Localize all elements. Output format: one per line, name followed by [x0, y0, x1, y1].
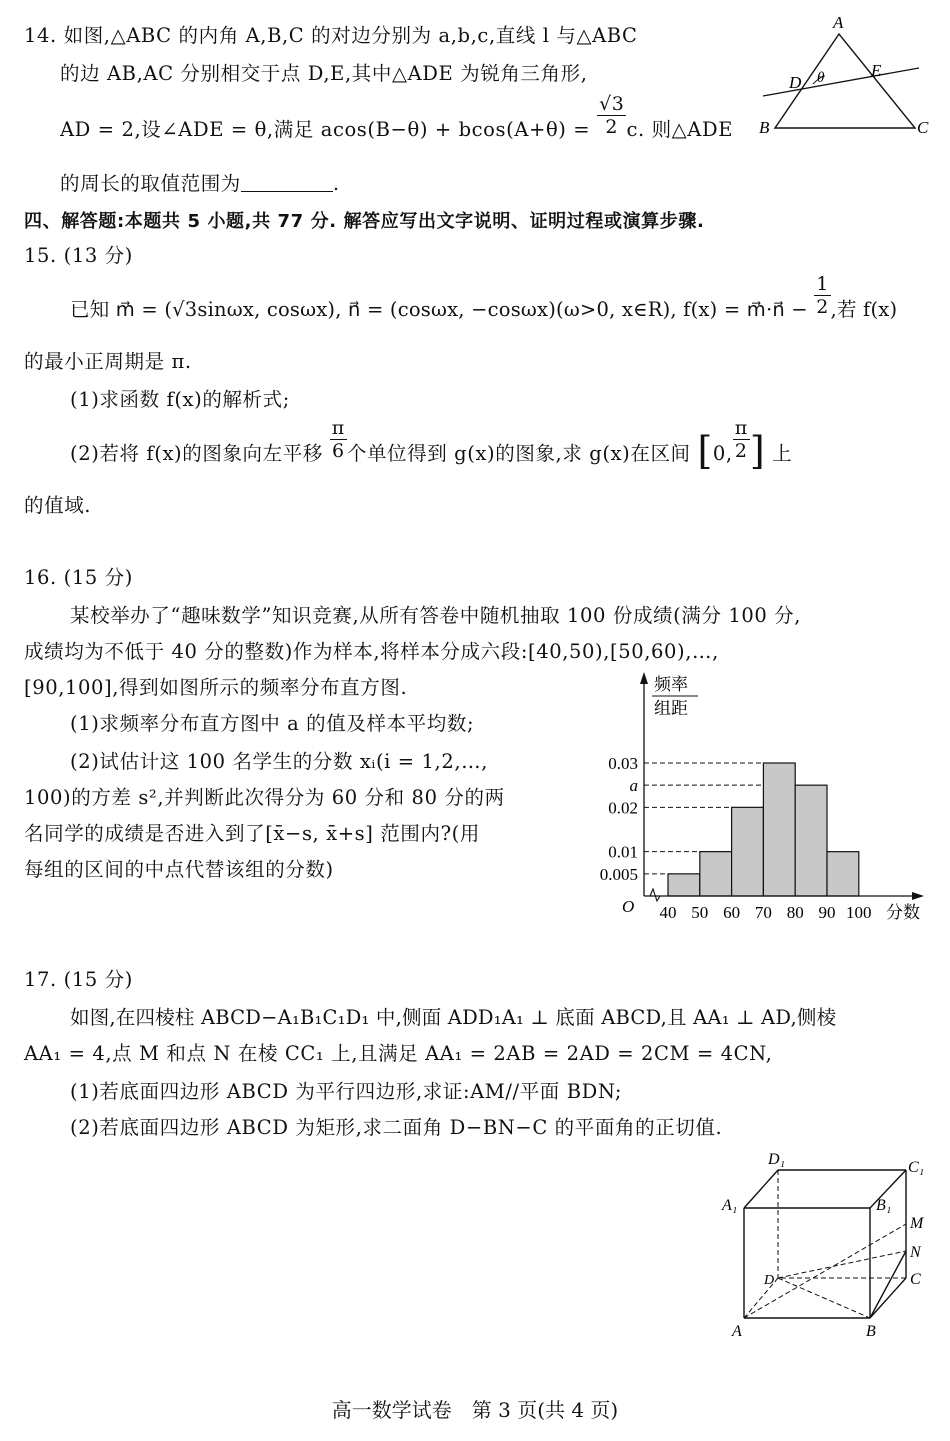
- label-d1: D₁: [768, 1151, 786, 1168]
- frequency-histogram: [586, 668, 936, 930]
- q16-part-1: (1)求频率分布直方图中 a 的值及样本平均数;: [70, 712, 475, 735]
- label-theta: θ: [817, 70, 825, 86]
- q14-line-4: [60, 172, 340, 196]
- q15-pi-over-6: [330, 417, 347, 462]
- xtick-70: 70: [754, 903, 772, 922]
- ytick-0.005: 0.005: [599, 864, 638, 884]
- q16-line-2: 成绩均为不低于 40 分的整数)作为样本,将样本分成六段:[40,50),[50,60),…,: [24, 640, 719, 663]
- y-axis-arrow: [640, 672, 648, 684]
- label-e: E: [871, 61, 882, 80]
- q16-line-1: 某校举办了“趣味数学”知识竞赛,从所有答卷中随机抽取 100 份成绩(满分 100 分,: [70, 604, 802, 627]
- line-l: [763, 68, 919, 96]
- q14-line-2: 的边 AB,AC 分别相交于点 D,E,其中△ADE 为锐角三角形,: [60, 62, 588, 85]
- frac-denominator: 2: [605, 116, 619, 138]
- label-b1: B₁: [876, 1197, 892, 1214]
- label-d: D: [789, 73, 802, 92]
- section-4-title: 四、解答题:本题共 5 小题,共 77 分. 解答应写出文字说明、证明过程或演算步骤.: [24, 211, 705, 232]
- q16-line-3: [90,100],得到如图所示的频率分布直方图.: [24, 676, 408, 699]
- q14-period: .: [332, 172, 340, 195]
- q14-condition-tail: c. 则△ADE: [626, 118, 734, 141]
- q15-line-1-tail: ,若 f(x): [830, 298, 898, 321]
- right-bracket: ]: [749, 428, 766, 473]
- answer-blank[interactable]: [241, 173, 333, 192]
- xtick-80: 80: [786, 903, 804, 922]
- bar-90-100: [827, 852, 859, 896]
- left-bracket: [: [697, 428, 713, 473]
- q16-part-2: (2)试估计这 100 名学生的分数 xᵢ(i = 1,2,…,: [70, 750, 489, 773]
- axis-break-mark: [650, 889, 660, 901]
- q15-line-1: [70, 273, 898, 322]
- q17-line-2: AA₁ = 4,点 M 和点 N 在棱 CC₁ 上,且满足 AA₁ = 2AB = 2AD = 2CM = 4CN,: [24, 1042, 773, 1065]
- label-d: D: [764, 1273, 775, 1288]
- frac-numerator: 1: [816, 273, 829, 295]
- xtick-100: 100: [846, 903, 872, 922]
- bar-50-60: [700, 852, 732, 896]
- q14-triangle-figure: [755, 16, 935, 138]
- bar-70-80: [763, 763, 795, 896]
- label-n: N: [910, 1244, 921, 1261]
- q15-part-2-text: (2)若将 f(x)的图象向左平移: [70, 442, 323, 465]
- q14-condition-text: AD = 2,设∠ADE = θ,满足 acos(B−θ) + bcos(A+θ) =: [60, 118, 591, 141]
- q15-part-2-middle: 个单位得到 g(x)的图象,求 g(x)在区间: [346, 442, 691, 465]
- q14-sqrt3-over-2: [597, 93, 626, 138]
- q16-line-7: 名同学的成绩是否进入到了[x̄−s, x̄+s] 范围内?(用: [24, 822, 480, 845]
- xlabel: 分数: [886, 903, 920, 922]
- q17-line-1: 如图,在四棱柱 ABCD−A₁B₁C₁D₁ 中,侧面 ADD₁A₁ ⊥ 底面 ABCD,且 AA₁ ⊥ AD,侧棱: [70, 1006, 837, 1029]
- q16-line-8: 每组的区间的中点代替该组的分数): [24, 858, 334, 881]
- ytick-0.01: 0.01: [608, 842, 638, 862]
- ytick-a: a: [629, 776, 638, 796]
- bar-60-70: [732, 807, 764, 896]
- histogram-bars: [668, 763, 859, 896]
- q15-pi-over-2: [733, 417, 750, 462]
- label-c: C: [917, 118, 929, 137]
- xtick-60: 60: [723, 903, 741, 922]
- label-m: M: [910, 1215, 924, 1232]
- xtick-90: 90: [818, 903, 836, 922]
- q14-line-1: 14. 如图,△ABC 的内角 A,B,C 的对边分别为 a,b,c,直线 l 与△ABC: [24, 24, 638, 47]
- q15-part-2-end: 上: [772, 442, 793, 465]
- ylabel-top: 频率: [654, 675, 688, 694]
- frac-denominator: 6: [331, 440, 345, 462]
- x-tick-labels: [660, 903, 872, 922]
- ytick-0.02: 0.02: [608, 798, 638, 818]
- edge-d1a1: [744, 1170, 778, 1208]
- frac-denominator: 2: [734, 440, 748, 462]
- q17-prism-figure: [720, 1148, 935, 1340]
- frac-numerator: π: [331, 417, 345, 439]
- q15-vectors-text: 已知 m⃗ = (√3sinωx, cosωx), n⃗ = (cosωx, −cosωx)(ω>0, x∈R), f(x) = m⃗·n⃗ −: [70, 298, 808, 321]
- q16-line-6: 100)的方差 s²,并判断此次得分为 60 分和 80 分的两: [24, 786, 505, 809]
- q15-line-2: 的最小正周期是 π.: [24, 350, 192, 373]
- label-a1: A₁: [722, 1197, 738, 1214]
- bar-40-50: [668, 874, 700, 896]
- x-axis-arrow: [912, 892, 924, 900]
- y-tick-labels: [600, 754, 638, 884]
- bar-80-90: [795, 785, 827, 896]
- label-b: B: [759, 118, 770, 137]
- segment-am: [744, 1224, 906, 1318]
- xtick-50: 50: [691, 903, 709, 922]
- q17-heading: 17. (15 分): [24, 968, 133, 991]
- frac-denominator: 2: [816, 296, 829, 318]
- q15-one-half: [814, 273, 830, 318]
- q14-line-3: [60, 93, 734, 142]
- origin-label: O: [622, 897, 635, 916]
- label-a: A: [732, 1323, 742, 1340]
- q15-part-2: [70, 417, 793, 473]
- segment-dn: [778, 1251, 906, 1278]
- segment-db: [778, 1278, 870, 1318]
- ylabel-bottom: 组距: [654, 699, 688, 718]
- q15-part-1: (1)求函数 f(x)的解析式;: [70, 388, 290, 411]
- page-footer: 高一数学试卷 第 3 页(共 4 页): [331, 1398, 619, 1422]
- q17-part-2: (2)若底面四边形 ABCD 为矩形,求二面角 D−BN−C 的平面角的正切值.: [70, 1116, 723, 1139]
- q15-heading: 15. (13 分): [24, 244, 133, 267]
- frac-numerator: √3: [599, 93, 625, 115]
- frac-numerator: π: [734, 417, 748, 439]
- ytick-0.03: 0.03: [608, 754, 638, 773]
- label-c1: C₁: [908, 1159, 925, 1176]
- xtick-40: 40: [659, 903, 677, 922]
- label-c: C: [910, 1271, 921, 1288]
- label-b: B: [866, 1323, 876, 1340]
- interval-start: 0,: [712, 442, 733, 465]
- q15-line-last: 的值域.: [24, 494, 92, 517]
- q17-part-1: (1)若底面四边形 ABCD 为平行四边形,求证:AM//平面 BDN;: [70, 1080, 623, 1103]
- q16-heading: 16. (15 分): [24, 566, 133, 589]
- q14-question-text: 的周长的取值范围为: [60, 172, 241, 195]
- label-a: A: [833, 16, 844, 32]
